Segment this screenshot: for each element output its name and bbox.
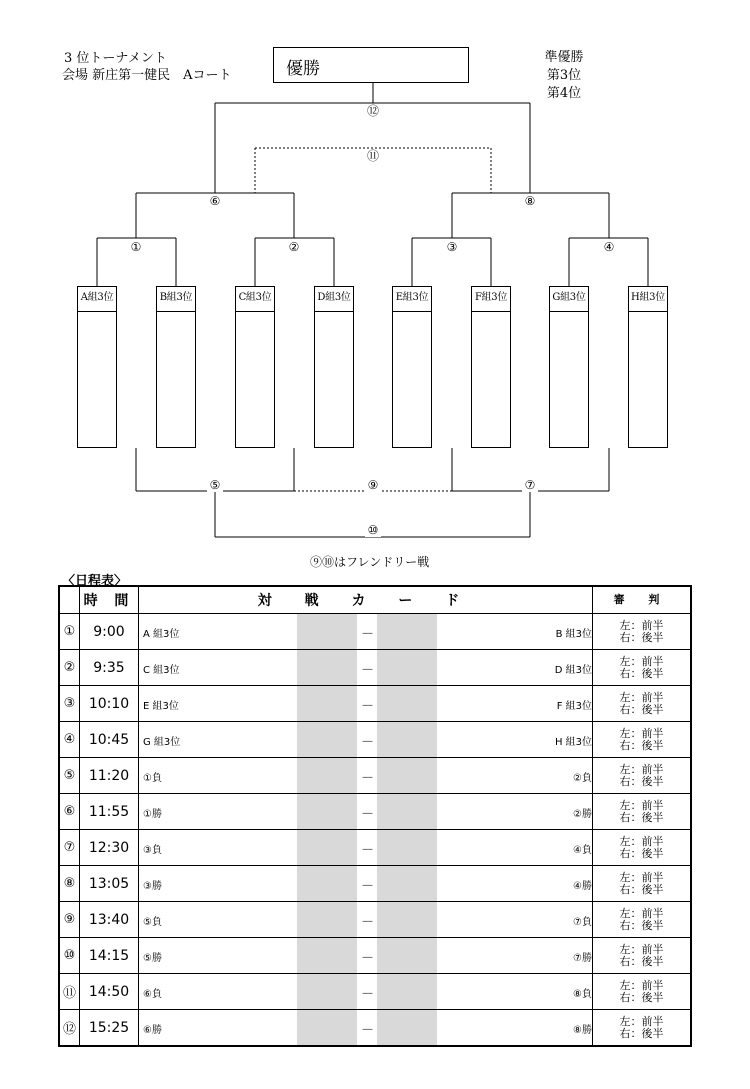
- match-time: 10:10: [80, 686, 139, 722]
- score-left-cell: [297, 722, 357, 757]
- match-time: 11:20: [80, 758, 139, 794]
- card-right-team: H 組3位: [554, 737, 592, 748]
- referee-first-half: 左：前半: [619, 798, 664, 812]
- score-separator: －: [361, 987, 375, 1002]
- referee-first-half: 左：前半: [619, 978, 664, 992]
- friendly-match-note: ⑨⑩はフレンドリー戦: [310, 555, 430, 569]
- match-3-number: ③: [444, 240, 460, 254]
- match-time: 11:55: [80, 794, 139, 830]
- team-box-e: [392, 286, 432, 448]
- header-referee: 審 判: [593, 586, 692, 614]
- referee-second-half: 右：後半: [619, 1026, 664, 1040]
- referee-second-half: 右：後半: [619, 990, 664, 1004]
- score-separator: －: [361, 843, 375, 858]
- score-right-cell: [377, 830, 437, 865]
- card-left-team: ③負: [143, 845, 162, 856]
- header-time: 時 間: [80, 586, 139, 614]
- referee-second-half: 右：後半: [619, 774, 664, 788]
- card-left-team: C 組3位: [143, 665, 180, 676]
- card-right-team: ⑧負: [573, 989, 592, 1000]
- card-right-team: ②負: [573, 773, 592, 784]
- match-4-number: ④: [601, 240, 617, 254]
- match-no: ⑫: [59, 1010, 80, 1047]
- schedule-table: [58, 585, 692, 1047]
- match-card: [139, 1010, 593, 1047]
- schedule-row: [59, 902, 691, 938]
- score-right-cell: [377, 614, 437, 649]
- match-time: 10:45: [80, 722, 139, 758]
- schedule-row: [59, 830, 691, 866]
- match-no: ⑧: [59, 866, 80, 902]
- tournament-title: 3 位トーナメント: [64, 51, 167, 66]
- schedule-title: 〈日程表〉: [62, 574, 128, 589]
- header-no: [59, 586, 80, 614]
- schedule-header-row: [59, 586, 691, 614]
- score-right-cell: [377, 758, 437, 793]
- match-time: 13:40: [80, 902, 139, 938]
- team-box-c: [235, 286, 275, 448]
- team-label-g: G組3位: [550, 287, 588, 312]
- match-card: [139, 938, 593, 974]
- card-right-team: F 組3位: [556, 701, 592, 712]
- referee-first-half: 左：前半: [619, 834, 664, 848]
- referee-second-half: 右：後半: [619, 666, 664, 680]
- score-left-cell: [297, 758, 357, 793]
- team-box-b: [156, 286, 196, 448]
- champion-label: 優勝: [286, 59, 320, 79]
- referee-second-half: 右：後半: [619, 846, 664, 860]
- score-left-cell: [297, 974, 357, 1009]
- schedule-row: [59, 866, 691, 902]
- score-separator: －: [361, 663, 375, 678]
- referee-cell: [593, 650, 692, 686]
- card-right-team: ⑧勝: [573, 1025, 592, 1036]
- score-left-cell: [297, 650, 357, 685]
- referee-second-half: 右：後半: [619, 954, 664, 968]
- match-9-number: ⑨: [365, 478, 381, 492]
- referee-first-half: 左：前半: [619, 870, 664, 884]
- card-left-team: G 組3位: [143, 737, 181, 748]
- card-left-team: ⑥勝: [143, 1025, 162, 1036]
- score-left-cell: [297, 902, 357, 937]
- referee-first-half: 左：前半: [619, 618, 664, 632]
- score-right-cell: [377, 686, 437, 721]
- score-left-cell: [297, 830, 357, 865]
- match-card: [139, 902, 593, 938]
- score-separator: －: [361, 807, 375, 822]
- score-left-cell: [297, 794, 357, 829]
- match-12-number: ⑫: [366, 104, 379, 118]
- match-card: [139, 794, 593, 830]
- card-right-team: B 組3位: [555, 629, 592, 640]
- referee-cell: [593, 902, 692, 938]
- score-separator: －: [361, 915, 375, 930]
- match-time: 9:35: [80, 650, 139, 686]
- referee-first-half: 左：前半: [619, 762, 664, 776]
- schedule-row: [59, 686, 691, 722]
- score-right-cell: [377, 794, 437, 829]
- referee-cell: [593, 686, 692, 722]
- schedule-row: [59, 974, 691, 1010]
- team-box-f: [471, 286, 511, 448]
- match-8-number: ⑧: [522, 194, 538, 208]
- card-left-team: ①負: [143, 773, 162, 784]
- match-1-number: ①: [128, 240, 144, 254]
- schedule-body: [59, 614, 691, 1047]
- referee-first-half: 左：前半: [619, 726, 664, 740]
- score-right-cell: [377, 650, 437, 685]
- match-time: 9:00: [80, 614, 139, 650]
- rank-third: 第3位: [546, 68, 582, 83]
- team-box-h: [628, 286, 668, 448]
- referee-second-half: 右：後半: [619, 810, 664, 824]
- referee-cell: [593, 938, 692, 974]
- referee-cell: [593, 1010, 692, 1047]
- referee-cell: [593, 614, 692, 650]
- referee-cell: [593, 866, 692, 902]
- card-left-team: A 組3位: [143, 629, 180, 640]
- venue-label: 会場 新庄第一健民 Aコート: [62, 68, 232, 83]
- schedule-row: [59, 794, 691, 830]
- match-no: ①: [59, 614, 80, 650]
- team-box-g: [549, 286, 589, 448]
- match-no: ⑪: [59, 974, 80, 1010]
- match-time: 15:25: [80, 1010, 139, 1047]
- match-card: [139, 830, 593, 866]
- referee-second-half: 右：後半: [619, 882, 664, 896]
- referee-cell: [593, 830, 692, 866]
- card-left-team: ③勝: [143, 881, 162, 892]
- score-left-cell: [297, 686, 357, 721]
- card-left-team: ⑤勝: [143, 953, 162, 964]
- rank-fourth: 第4位: [546, 86, 582, 101]
- score-right-cell: [377, 1010, 437, 1045]
- card-right-team: ⑦負: [573, 917, 592, 928]
- team-label-b: B組3位: [157, 287, 195, 312]
- rank-runner-up: 準優勝: [544, 50, 584, 65]
- match-no: ⑩: [59, 938, 80, 974]
- match-card: [139, 758, 593, 794]
- referee-second-half: 右：後半: [619, 630, 664, 644]
- team-label-a: A組3位: [78, 287, 116, 312]
- match-2-number: ②: [286, 240, 302, 254]
- referee-second-half: 右：後半: [619, 702, 664, 716]
- card-right-team: D 組3位: [554, 665, 592, 676]
- score-separator: －: [361, 1023, 375, 1038]
- match-card: [139, 866, 593, 902]
- match-no: ②: [59, 650, 80, 686]
- score-separator: －: [361, 879, 375, 894]
- score-right-cell: [377, 938, 437, 973]
- match-no: ④: [59, 722, 80, 758]
- match-10-number: ⑩: [365, 523, 381, 537]
- referee-first-half: 左：前半: [619, 654, 664, 668]
- card-left-team: ①勝: [143, 809, 162, 820]
- match-time: 14:15: [80, 938, 139, 974]
- match-card: [139, 974, 593, 1010]
- team-label-e: E組3位: [393, 287, 431, 312]
- schedule-row: [59, 938, 691, 974]
- match-time: 14:50: [80, 974, 139, 1010]
- referee-first-half: 左：前半: [619, 942, 664, 956]
- schedule-row: [59, 722, 691, 758]
- score-left-cell: [297, 866, 357, 901]
- score-left-cell: [297, 1010, 357, 1045]
- card-right-team: ②勝: [573, 809, 592, 820]
- score-separator: －: [361, 951, 375, 966]
- referee-second-half: 右：後半: [619, 738, 664, 752]
- schedule-row: [59, 614, 691, 650]
- match-7-number: ⑦: [522, 478, 538, 492]
- match-no: ⑦: [59, 830, 80, 866]
- team-label-c: C組3位: [236, 287, 274, 312]
- referee-cell: [593, 794, 692, 830]
- card-right-team: ④負: [573, 845, 592, 856]
- match-card: [139, 650, 593, 686]
- match-11-number: ⑪: [366, 149, 379, 163]
- score-separator: －: [361, 627, 375, 642]
- schedule-row: [59, 1010, 691, 1047]
- referee-cell: [593, 722, 692, 758]
- match-card: [139, 722, 593, 758]
- match-no: ③: [59, 686, 80, 722]
- team-label-h: H組3位: [629, 287, 667, 312]
- referee-second-half: 右：後半: [619, 918, 664, 932]
- score-separator: －: [361, 771, 375, 786]
- match-no: ⑨: [59, 902, 80, 938]
- card-left-team: ⑥負: [143, 989, 162, 1000]
- referee-cell: [593, 758, 692, 794]
- team-label-f: F組3位: [472, 287, 510, 312]
- match-6-number: ⑥: [207, 194, 223, 208]
- match-card: [139, 614, 593, 650]
- score-separator: －: [361, 699, 375, 714]
- match-no: ⑥: [59, 794, 80, 830]
- card-right-team: ④勝: [573, 881, 592, 892]
- match-no: ⑤: [59, 758, 80, 794]
- score-left-cell: [297, 614, 357, 649]
- card-left-team: ⑤負: [143, 917, 162, 928]
- match-5-number: ⑤: [207, 478, 223, 492]
- score-separator: －: [361, 735, 375, 750]
- team-box-d: [314, 286, 354, 448]
- score-right-cell: [377, 974, 437, 1009]
- referee-first-half: 左：前半: [619, 906, 664, 920]
- referee-first-half: 左：前半: [619, 690, 664, 704]
- referee-cell: [593, 974, 692, 1010]
- referee-first-half: 左：前半: [619, 1014, 664, 1028]
- score-right-cell: [377, 866, 437, 901]
- score-right-cell: [377, 902, 437, 937]
- score-left-cell: [297, 938, 357, 973]
- score-right-cell: [377, 722, 437, 757]
- team-label-d: D組3位: [315, 287, 353, 312]
- match-card: [139, 686, 593, 722]
- team-box-a: [77, 286, 117, 448]
- schedule-row: [59, 650, 691, 686]
- match-time: 12:30: [80, 830, 139, 866]
- header-card: 対 戦 カ ー ド: [139, 586, 593, 614]
- card-right-team: ⑦勝: [573, 953, 592, 964]
- match-time: 13:05: [80, 866, 139, 902]
- card-left-team: E 組3位: [143, 701, 179, 712]
- schedule-row: [59, 758, 691, 794]
